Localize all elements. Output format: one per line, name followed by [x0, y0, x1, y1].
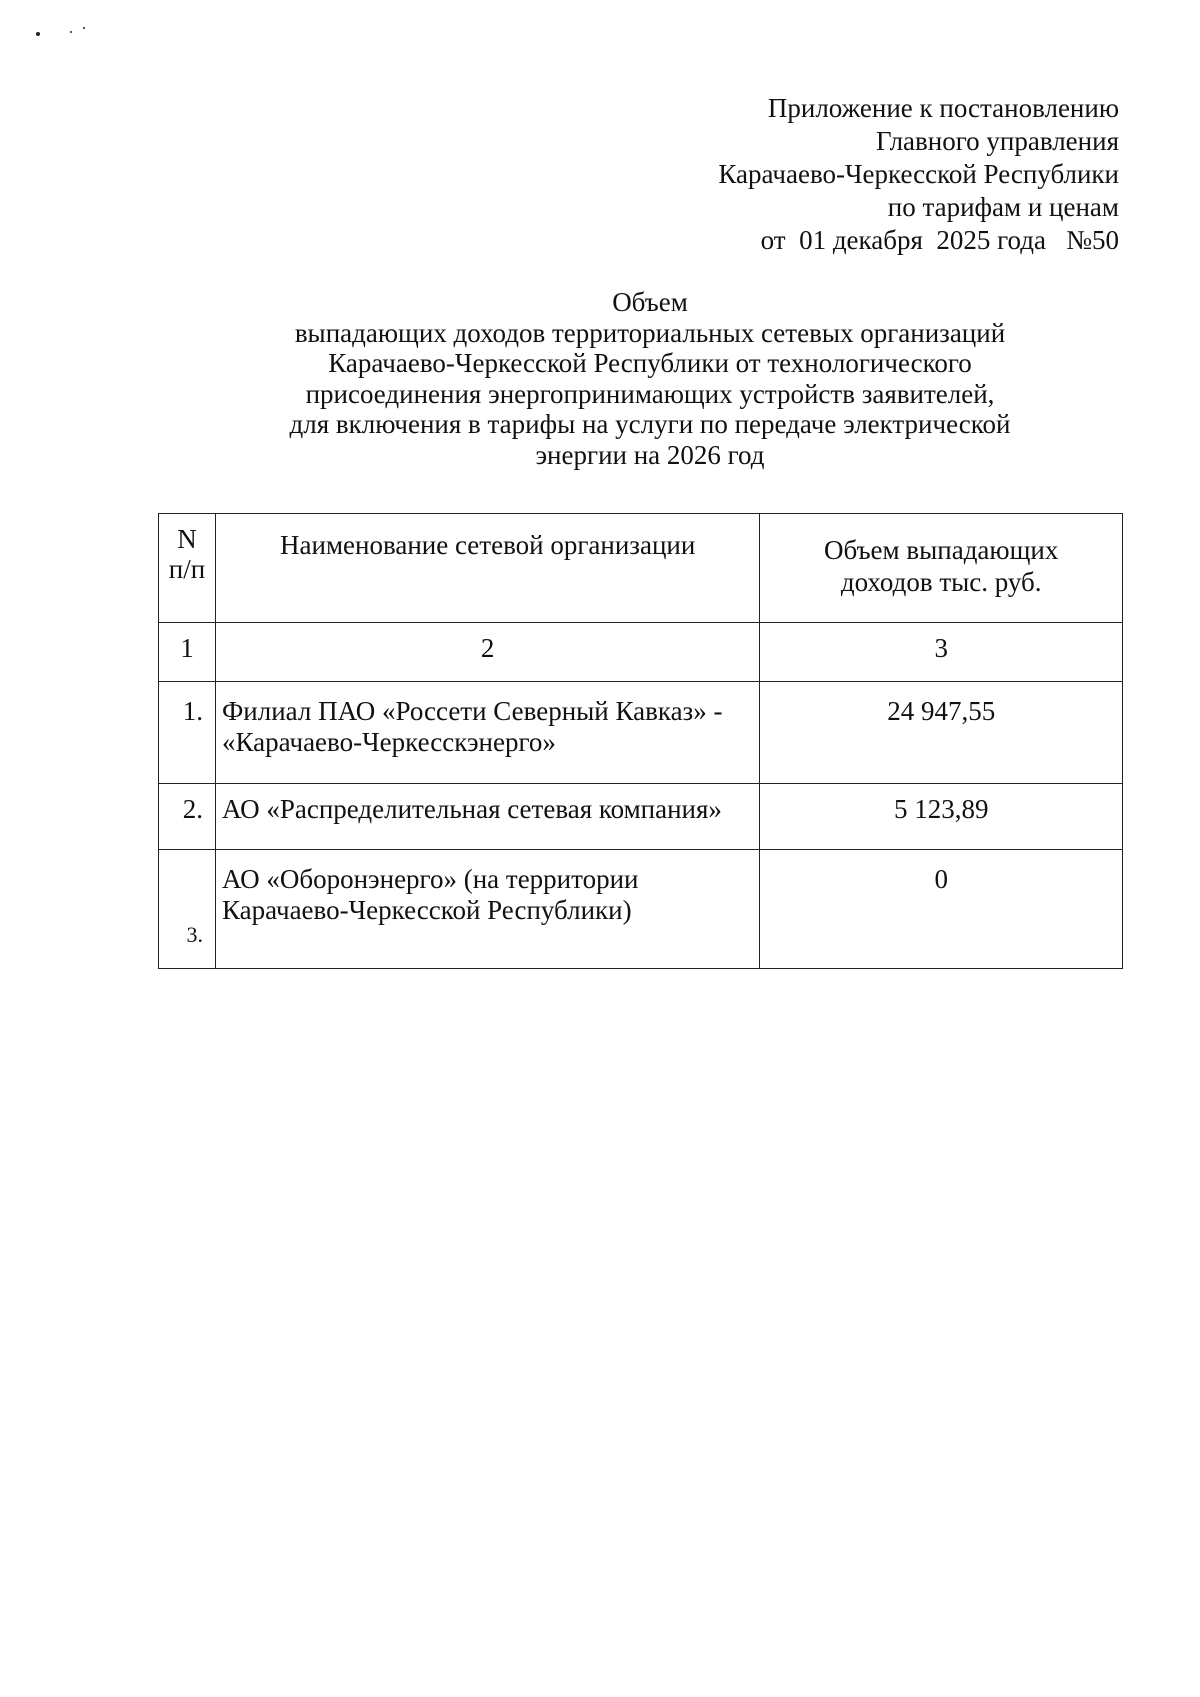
header-revenue-line: Объем выпадающих: [824, 535, 1059, 565]
organization-name: [215, 682, 759, 784]
organization-name-line: АО «Распределительная сетевая компания»: [221, 794, 722, 824]
title-line: для включения в тарифы на услуги по передаче электрической: [289, 409, 1011, 439]
table-row: [159, 682, 1123, 784]
title-line: энергии на 2026 год: [535, 439, 765, 470]
title-line: Карачаево-Черкесской Республики от технологического: [328, 348, 972, 378]
scan-speck: [36, 32, 40, 36]
header-number: [159, 514, 216, 623]
header-revenue: [760, 514, 1123, 623]
scan-speck: [83, 27, 85, 29]
column-index: 2: [215, 623, 759, 682]
row-number: 3.: [159, 850, 216, 969]
scan-speck: [70, 31, 72, 33]
document-title: [150, 287, 1150, 470]
approval-block: [718, 92, 1119, 257]
approval-line: Приложение к постановлению: [767, 93, 1119, 123]
revenue-value: 24 947,55: [760, 682, 1123, 784]
revenue-value: 5 123,89: [760, 784, 1123, 850]
header-organization: Наименование сетевой организации: [215, 514, 759, 623]
column-index: 1: [159, 623, 216, 682]
revenue-table: [158, 513, 1123, 969]
row-number: 2.: [159, 784, 216, 850]
organization-name-line: Карачаево-Черкесской Республики): [221, 895, 632, 925]
title-line: выпадающих доходов территориальных сетевых организаций: [294, 317, 1006, 348]
table-row: [159, 850, 1123, 969]
approval-line: от 01 декабря 2025 года №50: [760, 225, 1119, 255]
table-header-row: [159, 514, 1123, 623]
title-line: Объем: [612, 287, 688, 317]
approval-line: Карачаево-Черкесской Республики: [718, 159, 1119, 189]
organization-name: [215, 784, 759, 850]
organization-name: [215, 850, 759, 969]
approval-line: по тарифам и ценам: [887, 192, 1119, 222]
header-number-line: N: [177, 524, 197, 554]
organization-name-line: АО «Оборонэнерго» (на территории: [221, 864, 639, 894]
header-revenue-line: доходов тыс. руб.: [840, 567, 1042, 597]
row-number: 1.: [159, 682, 216, 784]
title-line: присоединения энергопринимающих устройств заявителей,: [305, 378, 995, 409]
organization-name-line: «Карачаево-Черкесскэнерго»: [221, 727, 556, 757]
organization-name-line: Филиал ПАО «Россети Северный Кавказ» -: [221, 696, 723, 726]
column-index-row: [159, 623, 1123, 682]
header-number-line: п/п: [168, 554, 206, 584]
revenue-value: 0: [760, 850, 1123, 969]
table-row: [159, 784, 1123, 850]
column-index: 3: [760, 623, 1123, 682]
approval-line: Главного управления: [876, 126, 1119, 156]
